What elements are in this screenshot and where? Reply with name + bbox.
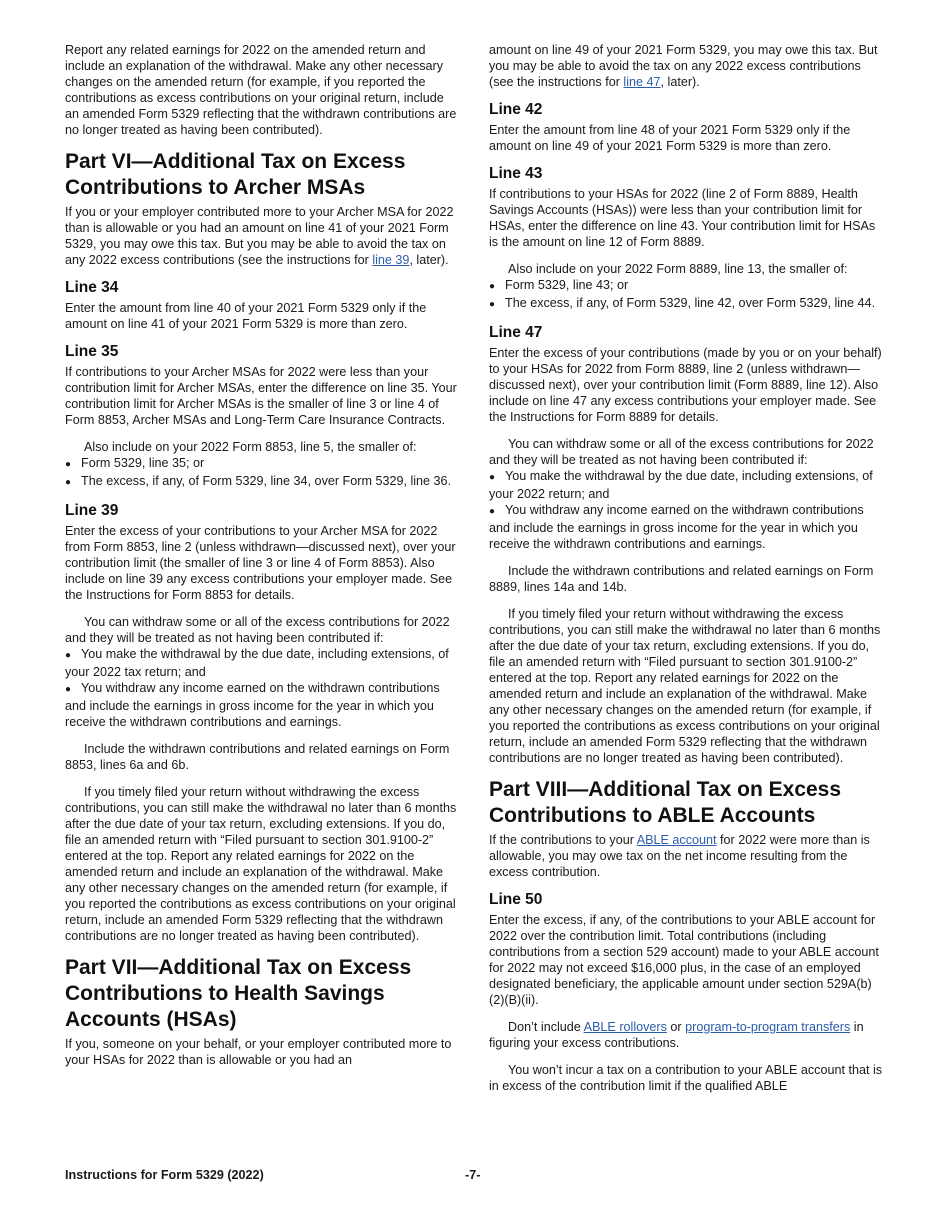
bullet-item: ● The excess, if any, of Form 5329, line 34, over Form 5329, line 36. bbox=[65, 473, 461, 491]
paragraph-line-43: If contributions to your HSAs for 2022 (line 2 of Form 8889, Health Savings Accounts (HSAs)) were less than your contribution limit for HSAs, enter the difference on line 43. Your contribution limit for HSAs is the amount on line 12 of Form 8889. bbox=[489, 187, 876, 249]
paragraph-dont-include: Don’t include ABLE rollovers or program-to-program transfers in figuring your excess contributions. bbox=[489, 1020, 864, 1050]
bullet-item: ● You withdraw any income earned on the withdrawn contributions and include the earnings in gross income for the year in which you receive the withdrawn contributions and earnings. bbox=[65, 681, 440, 729]
page-number: -7- bbox=[465, 1168, 481, 1182]
heading-line-42: Line 42 bbox=[489, 101, 543, 118]
heading-line-47: Line 47 bbox=[489, 324, 543, 341]
link-program-to-program-transfers[interactable]: program-to-program transfers bbox=[685, 1020, 851, 1034]
paragraph-part-vi: If you or your employer contributed more to your Archer MSA for 2022 than is allowable or you had an amount on line 41 of your 2021 Form 5329, you may owe this tax. But you may be able to avoid the tax on any 2022 excess contributions (see the instructions for line 39, later). bbox=[65, 205, 454, 267]
heading-part-vi: Part VI—Additional Tax on Excess Contributions to Archer MSAs bbox=[65, 150, 406, 199]
paragraph-line-42: Enter the amount from line 48 of your 2021 Form 5329 only if the amount on line 49 of your 2021 Form 5329 is more than zero. bbox=[489, 123, 851, 153]
link-able-account[interactable]: ABLE account bbox=[636, 833, 717, 847]
heading-part-vii: Part VII—Additional Tax on Excess Contributions to Health Savings Accounts (HSAs) bbox=[65, 956, 412, 1031]
bullet-icon: ● bbox=[65, 459, 72, 470]
paragraph-part-vii: If you, someone on your behalf, or your employer contributed more to your HSAs for 2022 than is allowable or you had an bbox=[65, 1037, 452, 1067]
paragraph-line-47-include: Include the withdrawn contributions and related earnings on Form 8889, lines 14a and 14b. bbox=[489, 564, 874, 594]
paragraph-wont-incur: You won’t incur a tax on a contribution to your ABLE account that is in excess of the contribution limit if the qualified ABLE bbox=[489, 1063, 883, 1093]
bullet-icon: ● bbox=[489, 506, 496, 517]
paragraph-line-39: Enter the excess of your contributions to your Archer MSA for 2022 from Form 8853, line 2 (unless withdrawn—discussed next), over your contribution limit (the smaller of line 3 or line 4 of Form 8853). Also include on line 39 any excess contributions your employer made. See the Instructions for Form 8853 for details. bbox=[65, 524, 456, 602]
link-able-rollovers[interactable]: ABLE rollovers bbox=[583, 1020, 667, 1034]
paragraph-line-35-also: Also include on your 2022 Form 8853, line 5, the smaller of: bbox=[84, 440, 417, 454]
paragraph-part-vii-continued: amount on line 49 of your 2021 Form 5329, you may owe this tax. But you may be able to avoid the tax on any 2022 excess contributions (see the instructions for line 47, later). bbox=[489, 43, 878, 89]
heading-line-34: Line 34 bbox=[65, 279, 119, 296]
paragraph-line-47-withdraw: You can withdraw some or all of the excess contributions for 2022 and they will be treated as not having been contributed if: bbox=[489, 437, 874, 467]
paragraph-line-39-include: Include the withdrawn contributions and related earnings on Form 8853, lines 6a and 6b. bbox=[65, 742, 450, 772]
page-footer bbox=[65, 1168, 885, 1186]
left-column bbox=[65, 42, 461, 1079]
bullet-item: ● You make the withdrawal by the due date, including extensions, of your 2022 tax return; and bbox=[65, 647, 449, 679]
bullet-item: ● Form 5329, line 35; or bbox=[65, 455, 461, 473]
paragraph-line-47-timely: If you timely filed your return without withdrawing the excess contributions, you can still make the withdrawal no later than 6 months after the due date of your tax return, excluding extensions. If you do, file an amended return with “Filed pursuant to section 301.9100-2” entered at the top. Report any related earnings for 2022 on the amended return and include an explanation of the withdrawal. Make any other necessary changes on the amended return (for example, if you reported the contributions as excess contributions on your original return, include an amended Form 5329 reflecting that the withdrawn contributions are no longer treated as having been contributed). bbox=[489, 607, 881, 765]
heading-line-43: Line 43 bbox=[489, 165, 543, 182]
paragraph-line-39-timely: If you timely filed your return without withdrawing the excess contributions, you can still make the withdrawal no later than 6 months after the due date of your tax return, excluding extensions. If you do, file an amended return with “Filed pursuant to section 301.9100-2” entered at the top. Report any related earnings for 2022 on the amended return and include an explanation of the withdrawal. Make any other necessary changes on the amended return (for example, if you reported the contributions as excess contributions on your original return, include an amended Form 5329 reflecting that the withdrawn contributions are no longer treated as having been contributed). bbox=[65, 785, 457, 943]
bullet-icon: ● bbox=[489, 281, 496, 292]
heading-line-50: Line 50 bbox=[489, 891, 543, 908]
bullet-icon: ● bbox=[489, 472, 496, 483]
bullet-item: ● You make the withdrawal by the due date, including extensions, of your 2022 return; and bbox=[489, 469, 873, 501]
bullet-icon: ● bbox=[65, 650, 72, 661]
bullet-item: ● Form 5329, line 43; or bbox=[489, 277, 885, 295]
paragraph-line-34: Enter the amount from line 40 of your 2021 Form 5329 only if the amount on line 41 of your 2021 Form 5329 is more than zero. bbox=[65, 301, 427, 331]
bullet-icon: ● bbox=[489, 299, 496, 310]
link-line-39[interactable]: line 39 bbox=[372, 253, 410, 267]
heading-part-viii: Part VIII—Additional Tax on Excess Contributions to ABLE Accounts bbox=[489, 778, 842, 827]
bullet-icon: ● bbox=[65, 477, 72, 488]
paragraph-intro: Report any related earnings for 2022 on the amended return and include an explanation of the withdrawal. Make any other necessary changes on the amended return (for example, if you reported the contributions as excess contributions on your original return, include an amended Form 5329 reflecting that the withdrawn contributions are no longer treated as having been contributed). bbox=[65, 43, 457, 137]
footer-title: Instructions for Form 5329 (2022) bbox=[65, 1168, 264, 1182]
paragraph-line-39-withdraw: You can withdraw some or all of the excess contributions for 2022 and they will be treated as not having been contributed if: bbox=[65, 615, 450, 645]
paragraph-line-43-also: Also include on your 2022 Form 8889, line 13, the smaller of: bbox=[508, 262, 848, 276]
paragraph-line-35: If contributions to your Archer MSAs for 2022 were less than your contribution limit for Archer MSAs, enter the difference on line 35. Your contribution limit for Archer MSAs is the smaller of line 3 or line 4 of Form 8853, Archer MSAs and Long-Term Care Insurance Contracts. bbox=[65, 365, 457, 427]
paragraph-part-viii: If the contributions to your ABLE account for 2022 were more than is allowable, you may owe tax on the net income resulting from the excess contribution. bbox=[489, 833, 870, 879]
bullet-icon: ● bbox=[65, 684, 72, 695]
heading-line-35: Line 35 bbox=[65, 343, 119, 360]
bullet-item: ● You withdraw any income earned on the withdrawn contributions and include the earnings in gross income for the year in which you receive the withdrawn contributions and earnings. bbox=[489, 503, 864, 551]
heading-line-39: Line 39 bbox=[65, 502, 119, 519]
link-line-47[interactable]: line 47 bbox=[623, 75, 661, 89]
right-column bbox=[489, 42, 885, 1105]
paragraph-line-47: Enter the excess of your contributions (made by you or on your behalf) to your HSAs for 2022 from Form 8889, line 2 (unless withdrawn—discussed next), over your contribution limit (Form 8889, line 12). Also include on line 47 any excess contributions your employer made. See the Instructions for Form 8889 for details. bbox=[489, 346, 882, 424]
bullet-item: ● The excess, if any, of Form 5329, line 42, over Form 5329, line 44. bbox=[489, 295, 885, 313]
paragraph-line-50: Enter the excess, if any, of the contributions to your ABLE account for 2022 over the contribution limit. Total contributions (including contributions from a section 529 account) made to your ABLE account for 2022 may not exceed $16,000 plus, in the case of an employed designated beneficiary, the applicable amount under section 529A(b)(2)(B)(ii). bbox=[489, 913, 879, 1007]
